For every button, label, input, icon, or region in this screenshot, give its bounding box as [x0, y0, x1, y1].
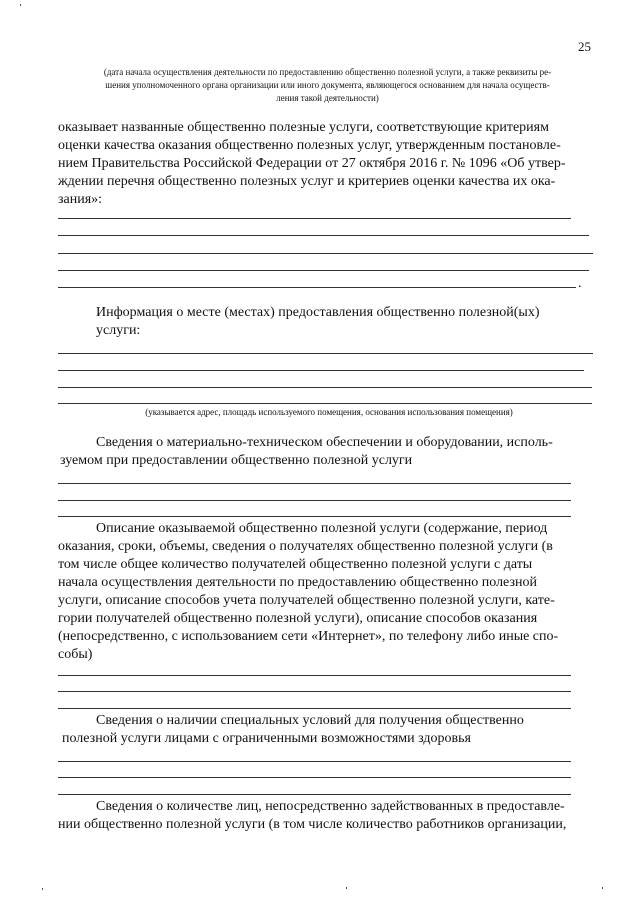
blank-fill-line[interactable]	[58, 691, 571, 692]
text-line: оказания, сроки, объемы, сведения о получателях общественно полезной услуги (в	[58, 539, 553, 554]
blank-fill-line[interactable]	[58, 761, 571, 762]
text-line: Сведения о наличии специальных условий для получения общественно	[96, 713, 524, 728]
text-line: начала осуществления деятельности по предоставлению общественно полезной	[58, 575, 537, 590]
blank-fill-line[interactable]	[58, 708, 571, 709]
text-line: собы)	[58, 647, 93, 662]
caption-line: шения уполномоченного органа организации или иного документа, являющегося основанием для начала осуществ-	[105, 80, 550, 90]
text-line: Сведения о материально-техническом обеспечении и оборудовании, исполь-	[96, 435, 553, 450]
blank-fill-line[interactable]	[58, 403, 592, 404]
blank-fill-line[interactable]	[58, 777, 571, 778]
staff-paragraph	[58, 798, 600, 834]
text-line: том числе общее количество получателей общественно полезной услуги с даты	[58, 557, 533, 572]
blank-fill-line[interactable]	[58, 516, 571, 517]
caption-line: ления такой деятельности)	[276, 93, 379, 103]
blank-fill-line[interactable]	[58, 353, 593, 354]
text-line: ждении перечня общественно полезных услуг и критериев оценки качества их ока-	[58, 174, 556, 189]
text-line: полезной услуги лицами с ограниченными возможностями здоровья	[62, 731, 471, 746]
text-line: Описание оказываемой общественно полезной услуги (содержание, период	[96, 521, 548, 536]
blank-fill-line[interactable]	[58, 270, 589, 271]
text-line: нием Правительства Российской Федерации от 27 октября 2016 г. № 1096 «Об утвер-	[58, 156, 566, 171]
blank-fill-line[interactable]	[58, 794, 571, 795]
text-line: услуги, описание способов учета получателей общественно полезной услуги, кате-	[58, 593, 555, 608]
text-line: оказывает названные общественно полезные услуги, соответствующие критериям	[58, 120, 549, 135]
end-period: .	[578, 276, 582, 291]
page-number: 25	[578, 39, 591, 54]
blank-fill-line[interactable]	[58, 483, 571, 484]
scan-speck	[20, 4, 21, 6]
text-line: Сведения о количестве лиц, непосредственно задействованных в предоставле-	[96, 799, 565, 814]
special-conditions-paragraph	[58, 712, 600, 748]
blank-fill-line[interactable]	[58, 370, 584, 371]
blank-fill-line[interactable]	[58, 218, 571, 219]
text-line: Информация о месте (местах) предоставления общественно полезной(ых)	[96, 305, 540, 320]
date-details-caption	[56, 66, 599, 105]
text-line: (непосредственно, с использованием сети «Интернет», по телефону либо иные спо-	[58, 629, 559, 644]
text-line: оценки качества оказания общественно полезных услуг, утвержденным постановле-	[58, 138, 561, 153]
services-paragraph	[58, 119, 600, 209]
description-paragraph	[58, 520, 600, 664]
text-line: гории получателей общественно полезной услуги), описание способов оказания	[58, 611, 538, 626]
scan-speck	[602, 887, 603, 889]
blank-fill-line[interactable]	[58, 235, 589, 236]
caption-line: (дата начала осуществления деятельности по предоставлению общественно полезной услуги, а также реквизиты ре-	[103, 67, 552, 77]
text-line: зания»:	[58, 192, 103, 207]
blank-fill-line[interactable]	[58, 253, 593, 254]
blank-fill-line[interactable]	[58, 675, 571, 676]
text-line: зуемом при предоставлении общественно полезной услуги	[60, 453, 413, 468]
blank-fill-line[interactable]	[58, 287, 576, 288]
scan-speck	[42, 888, 43, 890]
equipment-paragraph	[58, 434, 600, 470]
blank-fill-line[interactable]	[58, 500, 571, 501]
scan-speck	[346, 887, 347, 889]
location-caption: (указывается адрес, площадь используемого помещения, основания использования помещения)	[145, 407, 513, 417]
text-line: нии общественно полезной услуги (в том числе количество работников организации,	[58, 817, 567, 832]
location-paragraph	[58, 304, 600, 340]
text-line: услуги:	[96, 323, 141, 338]
blank-fill-line[interactable]	[58, 387, 592, 388]
